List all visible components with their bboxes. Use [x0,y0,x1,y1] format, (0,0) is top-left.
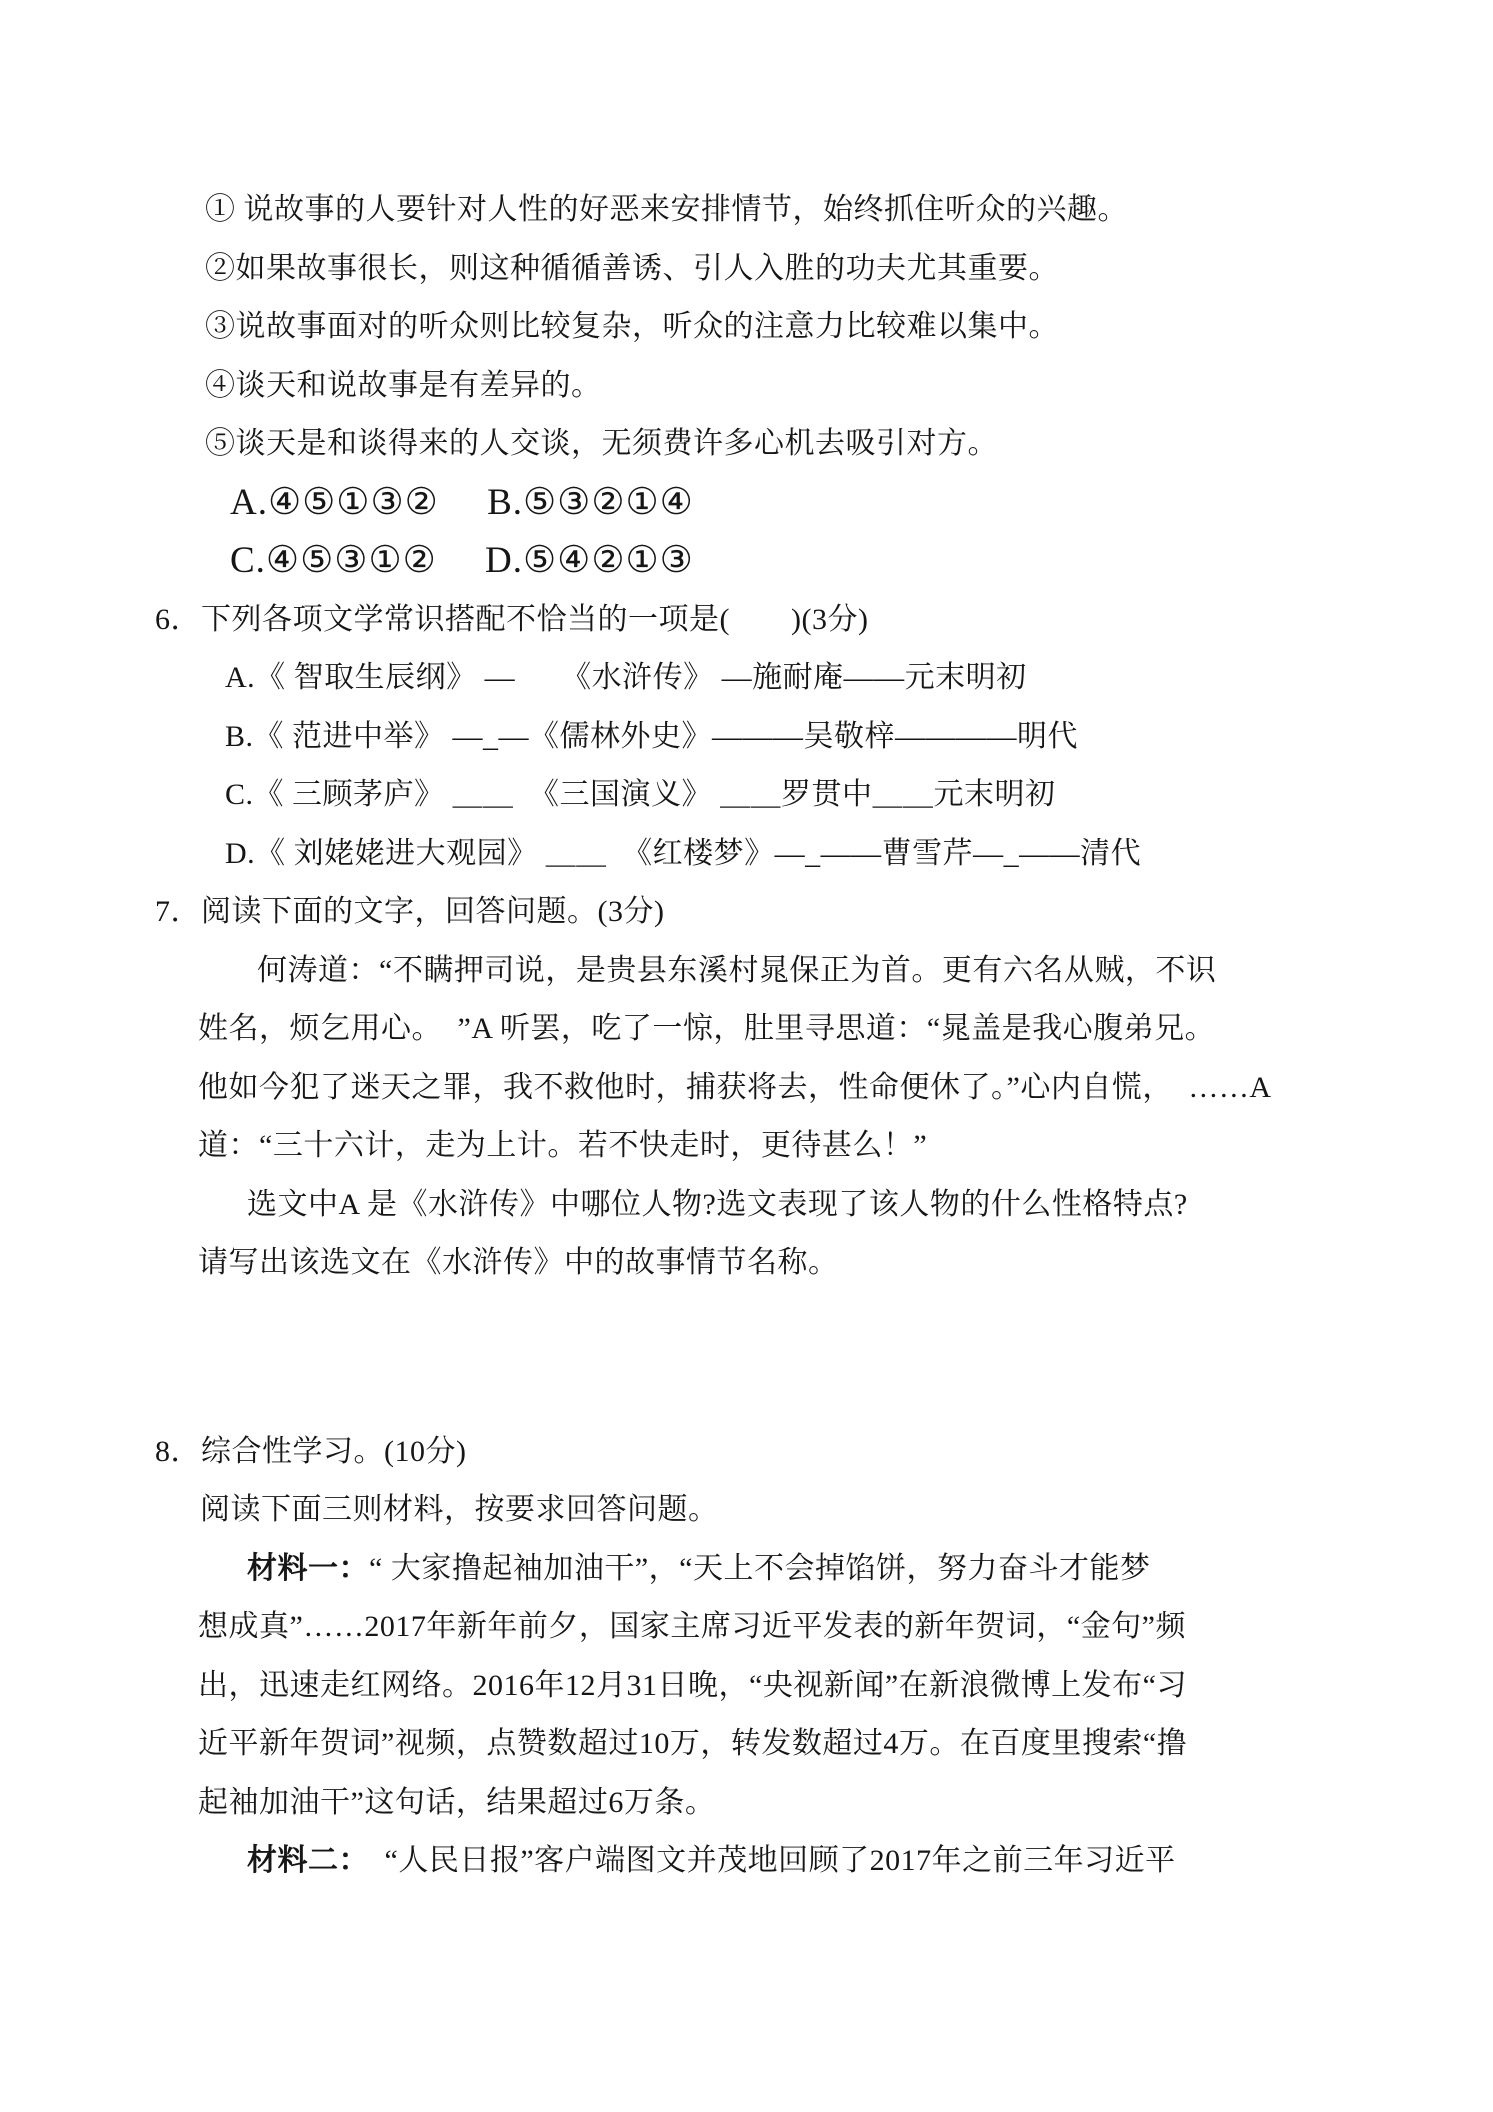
line-text: 起袖加油干”这句话，结果超过6万条。 [198,1785,716,1819]
seq-item-3 [205,298,1493,357]
q7-question-line [198,1234,1493,1293]
line-text: 选文中A 是《水浒传》中哪位人物?选文表现了该人物的什么性格特点? [247,1187,1188,1221]
line-text: 何涛道：“不瞒押司说，是贵县东溪村晁保正为首。更有六名从贼，不识 [257,953,1217,987]
line-text: 出，迅速走红网络。2016年12月31日晚，“央视新闻”在新浪微博上发布“习 [198,1668,1187,1702]
q8-intro [200,1481,1493,1540]
line-text: 想成真”……2017年新年前夕，国家主席习近平发表的新年贺词，“金句”频 [198,1610,1186,1643]
line-text: 他如今犯了迷天之罪，我不救他时，捕获将去，性命便休了。”心内自慌， ……A [198,1070,1272,1104]
line-text: C.④⑤③①② D.⑤④②①③ [230,540,694,581]
line-text: 7．阅读下面的文字，回答问题。(3分) [155,895,665,928]
line-text: “ 大家撸起袖加油干”，“天上不会掉馅饼，努力奋斗才能梦 [369,1551,1151,1585]
line-text: A.《 智取生辰纲》 — 《水浒传》 —施耐庵——元末明初 [225,661,1027,694]
seq-item-4 [205,357,1493,416]
line-text: “人民日报”客户端图文并茂地回顾了2017年之前三年习近平 [354,1844,1176,1877]
line-text: ④谈天和说故事是有差异的。 [205,368,602,402]
line-text: ③说故事面对的听众则比较复杂，听众的注意力比较难以集中。 [205,310,1059,343]
q6-option-c [225,766,1493,825]
seq-item-1 [205,181,1493,240]
line-text: ⑤谈天是和谈得来的人交谈，无须费许多心机去吸引对方。 [205,427,998,460]
order-options-ab [230,474,1493,533]
material-1-line [198,1598,1493,1657]
line-text: D.《 刘姥姥进大观园》 ＿＿ 《红楼梦》—_——曹雪芹—_——清代 [225,836,1142,870]
q7-passage-line [198,1117,1493,1176]
material-2-line-label: 材料二： [247,1844,354,1877]
order-options-cd [230,532,1493,591]
question-6-stem [155,591,1493,650]
line-text: C.《 三顾茅庐》 ＿＿ 《三国演义》 ＿＿罗贯中＿＿元末明初 [225,778,1056,811]
line-text: A.④⑤①③② B.⑤③②①④ [230,481,694,523]
line-text: ① 说故事的人要针对人性的好恶来安排情节，始终抓住听众的兴趣。 [205,193,1128,226]
seq-item-2 [205,240,1493,299]
line-text: ②如果故事很长，则这种循循善诱、引人入胜的功夫尤其重要。 [205,251,1059,285]
q6-option-a [225,649,1493,708]
line-text: 道：“三十六计，走为上计。若不快走时，更待甚么！” [198,1129,928,1162]
line-text: 姓名，烦乞用心。 ”A 听罢，吃了一惊，肚里寻思道：“晁盖是我心腹弟兄。 [198,1012,1216,1045]
material-1-line [198,1715,1493,1774]
line-text: 6．下列各项文学常识搭配不恰当的一项是( )(3分) [155,602,869,636]
line-text: 阅读下面三则材料，按要求回答问题。 [200,1493,719,1526]
material-1-line [198,1657,1493,1716]
material-2-line [247,1832,1493,1891]
q7-passage-line [198,1000,1493,1059]
line-text: B.《 范进中举》 —_—《儒林外史》———吴敬梓————明代 [225,719,1079,753]
q7-passage-line [198,1059,1493,1118]
line-text: 请写出该选文在《水浒传》中的故事情节名称。 [198,1246,839,1279]
q7-passage-line [257,942,1493,1001]
material-1-line [247,1540,1493,1599]
material-1-line-label: 材料一： [247,1551,369,1585]
q6-option-b [225,708,1493,767]
line-text: 8．综合性学习。(10分) [155,1434,467,1468]
q6-option-d [225,825,1493,884]
line-text: 近平新年贺词”视频，点赞数超过10万，转发数超过4万。在百度里搜索“撸 [198,1727,1188,1760]
q7-question-line [247,1176,1493,1235]
material-1-line [198,1774,1493,1833]
question-7-stem [155,883,1493,942]
seq-item-5 [205,415,1493,474]
question-8-stem [155,1423,1493,1482]
